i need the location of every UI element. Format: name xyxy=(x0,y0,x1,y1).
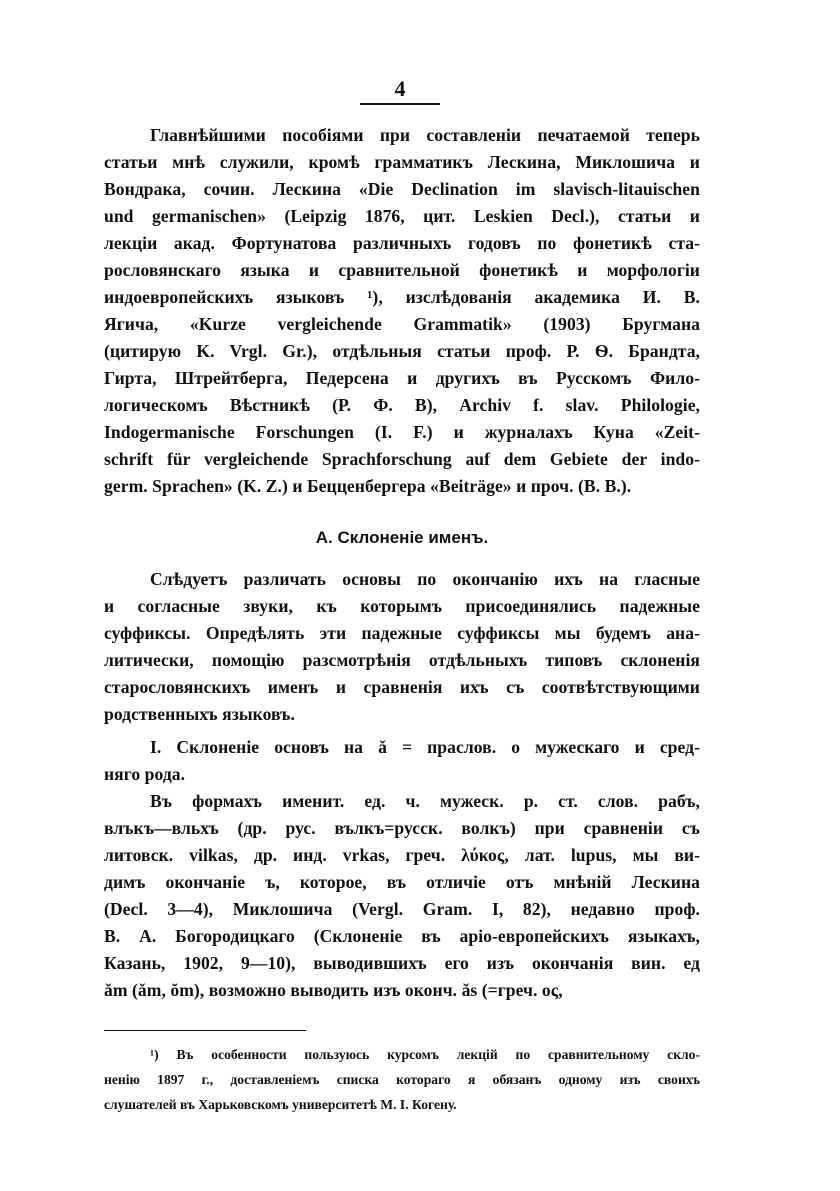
text-line: germ. Sprachen» (K. Z.) и Бецценбергера «Beiträge» и проч. (B. B.). xyxy=(104,476,632,496)
text-line: индоевропейскихъ языковъ ¹), изслѣдованія академика И. В. xyxy=(104,287,700,307)
footnote-line: ненію 1897 г., доставленіемъ списка котораго я обязанъ одному изъ своихъ xyxy=(104,1072,700,1087)
text-line: В. А. Богородицкаго (Склоненіе въ аріо-европейскихъ языкахъ, xyxy=(104,926,700,946)
text-line: Ягича, «Kurze vergleichende Grammatik» (1903) Бругмана xyxy=(104,314,700,334)
text-line: старословянскихъ именъ и сравненія ихъ съ соотвѣтствующими xyxy=(104,677,700,697)
text-line: Въ формахъ именит. ед. ч. мужеск. р. ст. слов. рабъ, xyxy=(150,791,700,811)
text-line: Слѣдуетъ различать основы по окончанію ихъ на гласные xyxy=(150,569,700,589)
text-line: логическомъ Вѣстникѣ (Р. Ф. В), Archiv f. slav. Philologie, xyxy=(104,395,700,415)
text-line: литовск. vilkas, др. инд. vrkas, греч. λύκος, лат. lupus, мы ви- xyxy=(104,845,700,865)
text-line: schrift für vergleichende Sprachforschung auf dem Gebiete der indo- xyxy=(104,449,700,469)
text-line: няго рода. xyxy=(104,764,186,784)
text-line: Вондрака, сочин. Лескина «Die Declination im slavisch-litauischen xyxy=(104,179,700,199)
text-line: суффиксы. Опредѣлять эти падежные суффиксы мы будемъ ана- xyxy=(104,623,700,643)
paragraph-declension-heading xyxy=(104,734,700,788)
intro-paragraph xyxy=(104,122,700,500)
text-line: литически, помощію разсмотрѣнія отдѣльныхъ типовъ склоненія xyxy=(104,650,700,670)
text-line: лекціи акад. Фортунатова различныхъ годовъ по фонетикѣ ста- xyxy=(104,233,700,253)
text-line: und germanischen» (Leipzig 1876, цит. Leskien Decl.), статьи и xyxy=(104,206,700,226)
text-line: димъ окончаніе ъ, которое, въ отличіе отъ мнѣній Лескина xyxy=(104,872,700,892)
text-line: Гирта, Штрейтберга, Педерсена и другихъ въ Русскомъ Фило- xyxy=(104,368,700,388)
text-line: влъкъ—вльхъ (др. рус. вълкъ=русск. волкъ) при сравненіи съ xyxy=(104,818,700,838)
footnote xyxy=(104,1042,700,1117)
text-line: I. Склоненіе основъ на ǎ = праслов. o мужескаго и сред- xyxy=(150,737,700,757)
page-number-rule xyxy=(360,103,440,105)
footnote-line: ¹) Въ особенности пользуюсь курсомъ лекцій по сравнительному скло- xyxy=(150,1047,700,1062)
paragraph-stem-types xyxy=(104,566,700,728)
text-line: Главнѣйшими пособіями при составленіи печатаемой теперь xyxy=(150,125,700,145)
page-number: 4 xyxy=(394,76,406,101)
text-line: Казань, 1902, 9—10), выводившихъ его изъ окончанія вин. ед xyxy=(104,953,700,973)
text-line: Indogermanische Forschungen (I. F.) и журналахъ Куна «Zeit- xyxy=(104,422,700,442)
footnote-rule xyxy=(104,1030,306,1031)
text-line: родственныхъ языковъ. xyxy=(104,704,295,724)
text-line: ǎm (ǎm, ŏm), возможно выводить изъ оконч. ǎs (=греч. ος, xyxy=(104,980,563,1000)
text-line: (Decl. 3—4), Миклошича (Vergl. Gram. I, 82), недавно проф. xyxy=(104,899,700,919)
text-line: и согласные звуки, къ которымъ присоединялись падежные xyxy=(104,596,700,616)
footnote-line: слушателей въ Харьковскомъ университетѣ М. I. Когену. xyxy=(104,1097,457,1112)
text-line: рословянскаго языка и сравнительной фонетикѣ и морфологіи xyxy=(104,260,700,280)
section-heading: А. Склоненіе именъ. xyxy=(315,528,489,547)
paragraph-nominative xyxy=(104,788,700,1004)
text-line: (цитирую K. Vrgl. Gr.), отдѣльныя статьи проф. Р. Ѳ. Брандта, xyxy=(104,341,700,361)
text-line: статьи мнѣ служили, кромѣ грамматикъ Лескина, Миклошича и xyxy=(104,152,700,172)
